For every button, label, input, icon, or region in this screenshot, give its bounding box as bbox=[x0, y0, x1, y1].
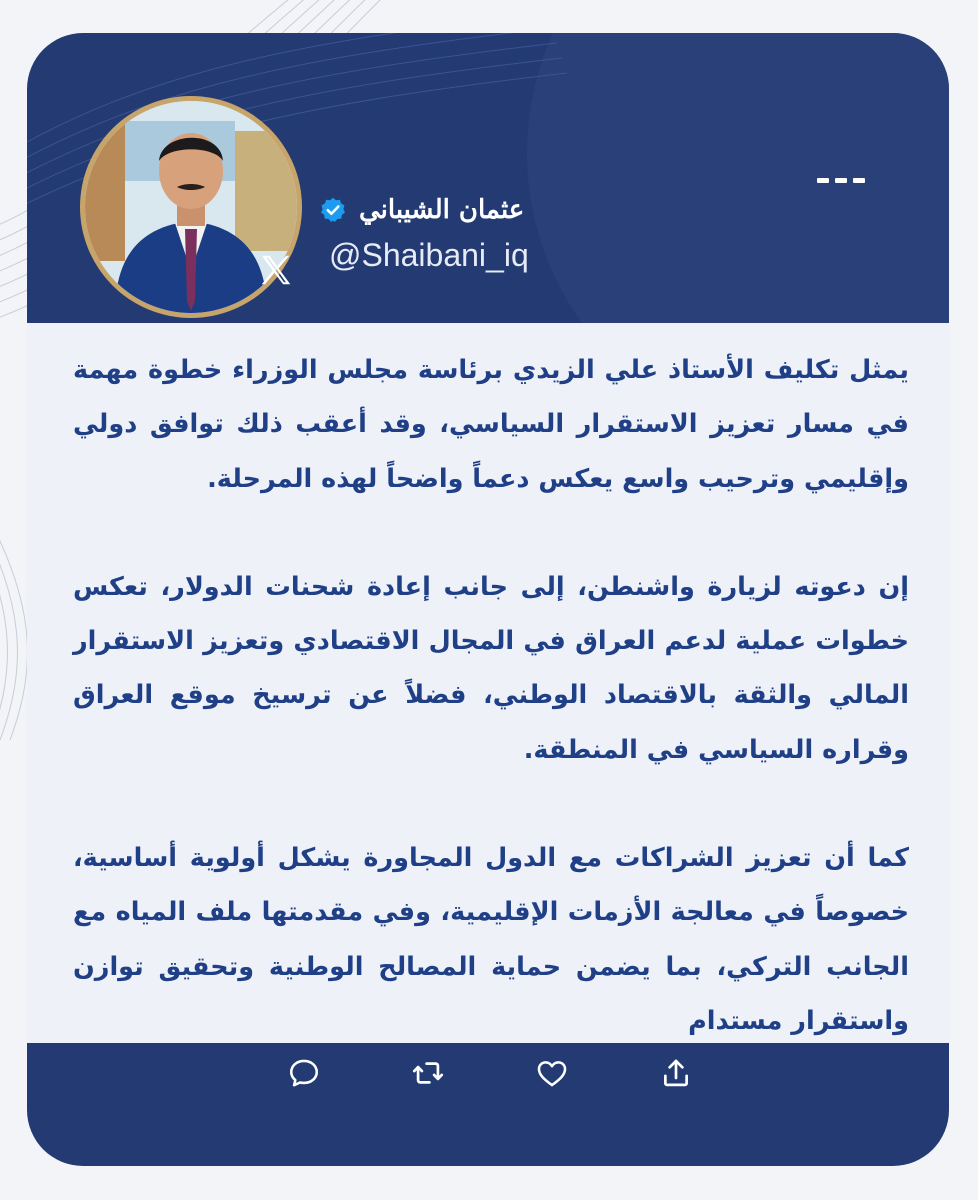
verified-badge-icon bbox=[319, 196, 347, 224]
speech-bubble-icon bbox=[287, 1056, 321, 1090]
tweet-paragraph-3: كما أن تعزيز الشراكات مع الدول المجاورة يشكل أولوية أساسية، خصوصاً في معالجة الأزمات الإقليمية، وفي مقدمتها ملف المياه مع الجانب التركي، بما يضمن حماية المصالح الوطنية وتحقيق توازن واستقرار مستدام bbox=[73, 843, 909, 1036]
tweet-card bbox=[27, 33, 949, 1166]
heart-icon bbox=[535, 1056, 569, 1090]
share-button[interactable] bbox=[657, 1054, 695, 1092]
reply-button[interactable] bbox=[285, 1054, 323, 1092]
author-display-name[interactable]: عثمان الشيباني bbox=[359, 195, 525, 225]
tweet-paragraph-2: إن دعوته لزيارة واشنطن، إلى جانب إعادة شحنات الدولار، تعكس خطوات عملية لدعم العراق في المجال الاقتصادي وتعزيز الاستقرار المالي والثقة بالاقتصاد الوطني، فضلاً عن ترسيخ موقع العراق وقراره السياسي في المنطقة. bbox=[73, 571, 909, 765]
tweet-text bbox=[73, 343, 909, 1048]
tweet-paragraph-1: يمثل تكليف الأستاذ علي الزيدي برئاسة مجلس الوزراء خطوة مهمة في مسار تعزيز الاستقرار السياسي، وقد أعقب ذلك توافق دولي وإقليمي وترحيب واسع يعكس دعماً واضحاً لهذه المرحلة. bbox=[73, 355, 909, 494]
more-options-button[interactable] bbox=[817, 165, 865, 195]
author-name-row bbox=[319, 195, 524, 225]
retweet-icon bbox=[411, 1056, 445, 1090]
more-dot bbox=[853, 178, 865, 183]
more-dot bbox=[817, 178, 829, 183]
share-icon bbox=[659, 1056, 693, 1090]
x-logo-icon bbox=[257, 251, 295, 289]
author-handle[interactable]: @Shaibani_iq bbox=[329, 237, 529, 273]
like-button[interactable] bbox=[533, 1054, 571, 1092]
retweet-button[interactable] bbox=[409, 1054, 447, 1092]
more-dot bbox=[835, 178, 847, 183]
tweet-actions-bar bbox=[285, 1053, 695, 1093]
